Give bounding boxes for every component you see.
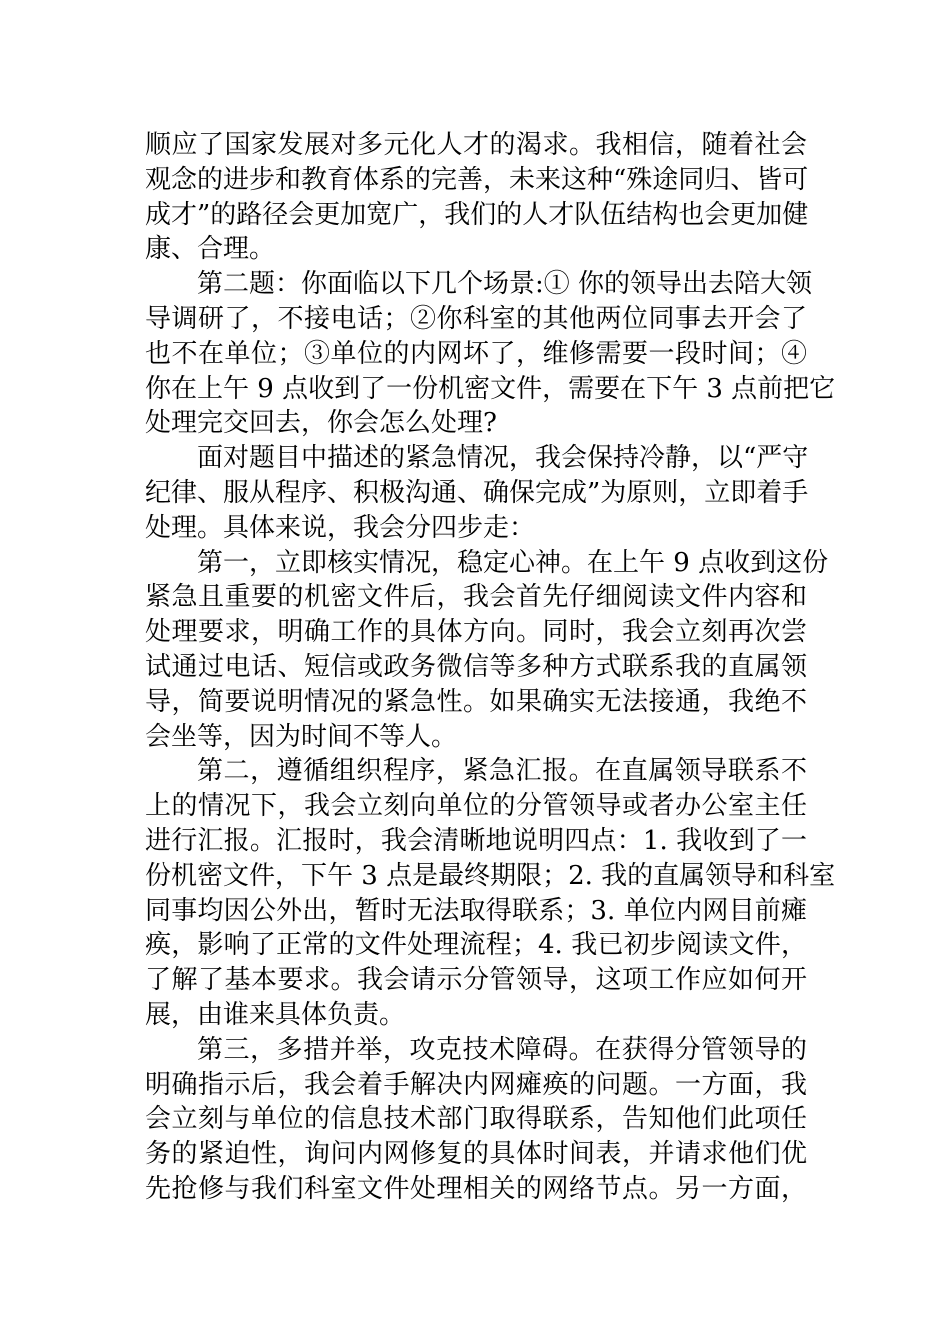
text-line: 处理。具体来说，我会分四步走： <box>145 512 536 543</box>
paragraph-first-line: 第三，多措并举，攻克技术障碍。在获得分管领导的 <box>197 1034 807 1065</box>
text-line: 试通过电话、短信或政务微信等多种方式联系我的直属领 <box>145 651 807 682</box>
text-line: 处理完交回去，你会怎么处理? <box>145 408 497 439</box>
paragraph-first-line: 第二题：你面临以下几个场景:① 你的领导出去陪大领 <box>197 269 813 300</box>
text-line: 成才”的路径会更加宽广，我们的人才队伍结构也会更加健 <box>145 199 809 230</box>
paragraph-first-line: 第二，遵循组织程序，紧急汇报。在直属领导联系不 <box>197 756 807 787</box>
text-line: 先抢修与我们科室文件处理相关的网络节点。另一方面， <box>145 1173 807 1204</box>
text-line: 务的紧迫性，询问内网修复的具体时间表，并请求他们优 <box>145 1139 807 1170</box>
text-line: 份机密文件，下午 3 点是最终期限；2. 我的直属领导和科室 <box>145 860 836 891</box>
text-line: 明确指示后，我会着手解决内网瘫痪的问题。一方面，我 <box>145 1069 807 1100</box>
text-line: 进行汇报。汇报时，我会清晰地说明四点：1. 我收到了一 <box>145 825 807 856</box>
paragraph-first-line: 第一，立即核实情况，稳定心神。在上午 9 点收到这份 <box>197 547 829 578</box>
text-line: 同事均因公外出，暂时无法取得联系；3. 单位内网目前瘫 <box>145 895 807 926</box>
document-body-text <box>145 128 836 1207</box>
text-line: 导，简要说明情况的紧急性。如果确实无法接通，我绝不 <box>145 686 807 717</box>
text-line: 顺应了国家发展对多元化人才的渴求。我相信，随着社会 <box>145 130 807 160</box>
text-line: 展，由谁来具体负责。 <box>145 999 406 1030</box>
text-line: 纪律、服从程序、积极沟通、确保完成”为原则，立即着手 <box>145 477 809 508</box>
text-line: 了解了基本要求。我会请示分管领导，这项工作应如何开 <box>145 965 807 996</box>
paragraph-first-line: 面对题目中描述的紧急情况，我会保持冷静，以“严守 <box>197 443 809 474</box>
text-line: 康、合理。 <box>145 234 276 265</box>
text-line: 上的情况下，我会立刻向单位的分管领导或者办公室主任 <box>145 791 807 822</box>
text-line: 处理要求，明确工作的具体方向。同时，我会立刻再次尝 <box>145 617 807 648</box>
text-line: 会坐等，因为时间不等人。 <box>145 721 458 752</box>
text-line: 你在上午 9 点收到了一份机密文件，需要在下午 3 点前把它 <box>145 373 836 404</box>
text-line: 导调研了，不接电话；②你科室的其他两位同事去开会了 <box>145 303 807 334</box>
text-line: 观念的进步和教育体系的完善，未来这种“殊途同归、皆可 <box>145 164 809 195</box>
text-line: 会立刻与单位的信息技术部门取得联系，告知他们此项任 <box>145 1104 807 1135</box>
text-line: 也不在单位；③单位的内网坏了，维修需要一段时间；④ <box>145 338 807 369</box>
text-line: 紧急且重要的机密文件后，我会首先仔细阅读文件内容和 <box>145 582 807 613</box>
text-line: 痪，影响了正常的文件处理流程；4. 我已初步阅读文件， <box>145 930 807 961</box>
